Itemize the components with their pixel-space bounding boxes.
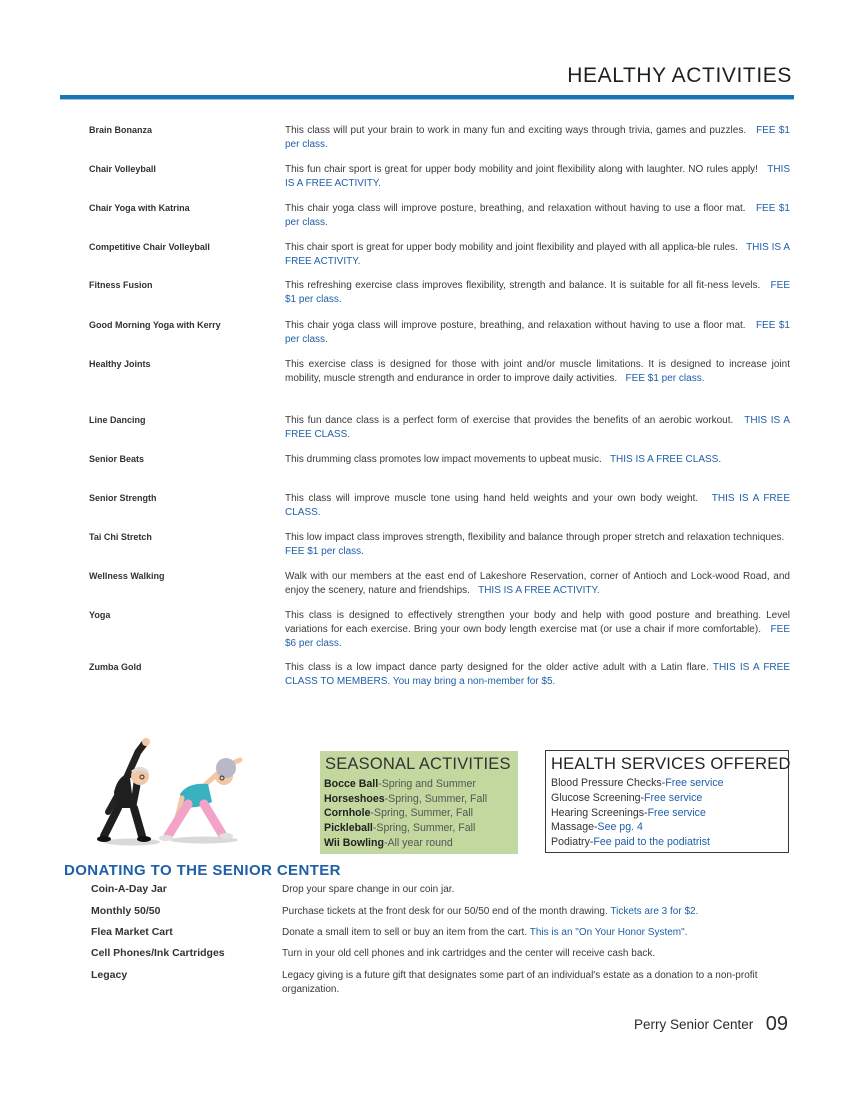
activity-description: Walk with our members at the east end of Lakeshore Reservation, corner of Antioch and Lock-wood Road, and enjoy the scenery, nature and friendships. THIS IS A FREE ACTIVITY. (285, 571, 790, 596)
activity-name: Senior Strength (89, 493, 157, 503)
activity-name: Good Morning Yoga with Kerry (89, 320, 221, 330)
page-footer (634, 1013, 788, 1036)
activity-fee: THIS IS A FREE ACTIVITY. (285, 164, 791, 189)
health-service-item: Hearing Screenings-Free service (551, 807, 706, 819)
donation-name: Coin-A-Day Jar (91, 883, 167, 895)
seasonal-item: Pickleball-Spring, Summer, Fall (324, 822, 476, 834)
activity-fee: FEE $1 per class. (285, 320, 790, 345)
activity-description: This refreshing exercise class improves flexibility, strength and balance. It is suitable for all fit-ness levels. FEE $1 per class. (285, 280, 790, 305)
activity-fee: THIS IS A FREE ACTIVITY. (478, 584, 600, 596)
health-service-item: Massage-See pg. 4 (551, 821, 643, 833)
activity-description: This class will improve muscle tone using hand held weights and your own body weight. THIS IS A FREE CLASS. (285, 493, 790, 518)
activity-fee: THIS IS A FREE CLASS TO MEMBERS. You may bring a non-member for $5. (285, 662, 790, 687)
activity-name: Yoga (89, 610, 111, 620)
donation-name: Monthly 50/50 (91, 905, 161, 917)
activity-name: Zumba Gold (89, 662, 142, 672)
health-services-box (545, 750, 789, 853)
activity-fee: FEE $6 per class. (285, 623, 790, 649)
seniors-stretching-illustration (96, 736, 256, 848)
donation-description: Turn in your old cell phones and ink cartridges and the center will receive cash back. (282, 948, 656, 959)
seasonal-item: Bocce Ball-Spring and Summer (324, 778, 476, 790)
activity-name: Wellness Walking (89, 571, 165, 581)
activity-description: This drumming class promotes low impact movements to upbeat music. THIS IS A FREE CLASS. (285, 454, 722, 465)
activity-fee: FEE $1 per class. (285, 545, 364, 557)
donation-description: Drop your spare change in our coin jar. (282, 884, 455, 895)
donation-name: Flea Market Cart (91, 926, 173, 938)
activity-fee: THIS IS A FREE CLASS. (285, 415, 790, 440)
activity-description: This low impact class improves strength, flexibility and balance through proper stretch and relaxation techniques. FEE $1 per class. (285, 532, 785, 557)
activity-fee: THIS IS A FREE ACTIVITY. (285, 242, 791, 267)
activity-fee: THIS IS A FREE CLASS. (285, 493, 790, 518)
page-title: HEALTHY ACTIVITIES (567, 64, 792, 87)
activity-name: Competitive Chair Volleyball (89, 242, 210, 252)
activity-name: Chair Volleyball (89, 164, 156, 174)
activity-fee: FEE $1 per class. (285, 203, 790, 228)
activity-name: Line Dancing (89, 415, 146, 425)
activity-fee: FEE $1 per class. (285, 125, 790, 150)
activity-name: Chair Yoga with Katrina (89, 203, 190, 213)
activity-name: Brain Bonanza (89, 125, 153, 135)
activity-description: This class is a low impact dance party designed for the older active adult with a Latin flare. THIS IS A FREE CLASS TO MEMBERS. You may bring a non-member for $5. (285, 662, 790, 687)
activity-fee: FEE $1 per class. (285, 280, 790, 305)
title-divider-light (60, 99, 794, 100)
seasonal-title: SEASONAL ACTIVITIES (325, 755, 511, 773)
activity-fee: FEE $1 per class. (625, 372, 705, 384)
donation-description: Purchase tickets at the front desk for our 50/50 end of the month drawing. Tickets are 3 for $2. (282, 906, 699, 917)
activity-description: This class will put your brain to work in many fun and exciting ways through trivia, games and puzzles. FEE $1 per class. (285, 125, 790, 150)
activity-description: This chair yoga class will improve posture, breathing, and relaxation without having to use a floor mat. FEE $1 per class. (285, 320, 790, 345)
activity-description: This class is designed to effectively strengthen your body and help with good posture and breathing. Level variations for each exercise. Bring your own body length exercise mat (or use a chair if more comfortable). FEE $6 per class. (285, 610, 790, 649)
activity-description: This fun dance class is a perfect form of exercise that provides the benefits of an aerobic workout. THIS IS A FREE CLASS. (285, 415, 790, 440)
page-number: 09 (765, 1013, 788, 1035)
seasonal-item: Cornhole-Spring, Summer, Fall (324, 807, 473, 819)
health-services-title: HEALTH SERVICES OFFERED (551, 755, 791, 773)
health-service-item: Glucose Screening-Free service (551, 792, 703, 804)
donating-title: DONATING TO THE SENIOR CENTER (64, 862, 341, 879)
donation-description: Legacy giving is a future gift that designates some part of an individual's estate as a donation to a non-profit organization. (282, 970, 758, 995)
health-service-item: Podiatry-Fee paid to the podiatrist (551, 836, 710, 848)
footer-org-name: Perry Senior Center (633, 1017, 754, 1032)
seasonal-item: Wii Bowling-All year round (324, 837, 453, 849)
donation-name: Cell Phones/Ink Cartridges (91, 947, 225, 959)
activity-name: Senior Beats (89, 454, 145, 464)
activity-name: Tai Chi Stretch (89, 532, 152, 542)
seasonal-item: Horseshoes-Spring, Summer, Fall (324, 793, 488, 805)
activity-fee: THIS IS A FREE CLASS. (609, 454, 722, 465)
activity-name: Healthy Joints (89, 359, 151, 369)
activity-name: Fitness Fusion (89, 280, 153, 290)
activity-description: This exercise class is designed for those with joint and/or muscle limitations. It is designed to increase joint mobility, muscle strength and endurance in order to improve daily activities. FEE $1 per class. (285, 359, 790, 384)
donation-name: Legacy (91, 969, 128, 981)
donation-description: Donate a small item to sell or buy an item from the cart. This is an "On Your Honor System". (282, 927, 688, 938)
activity-description: This chair yoga class will improve posture, breathing, and relaxation without having to use a floor mat. FEE $1 per class. (285, 203, 790, 228)
health-service-item: Blood Pressure Checks-Free service (551, 777, 724, 789)
seasonal-activities-box (320, 751, 518, 854)
activity-description: This chair sport is great for upper body mobility and joint flexibility and played with all applica-ble rules. THIS IS A FREE ACTIVITY. (285, 242, 791, 267)
activity-description: This fun chair sport is great for upper body mobility and joint flexibility along with laughter. NO rules apply! THIS IS A FREE ACTIVITY. (285, 164, 791, 189)
